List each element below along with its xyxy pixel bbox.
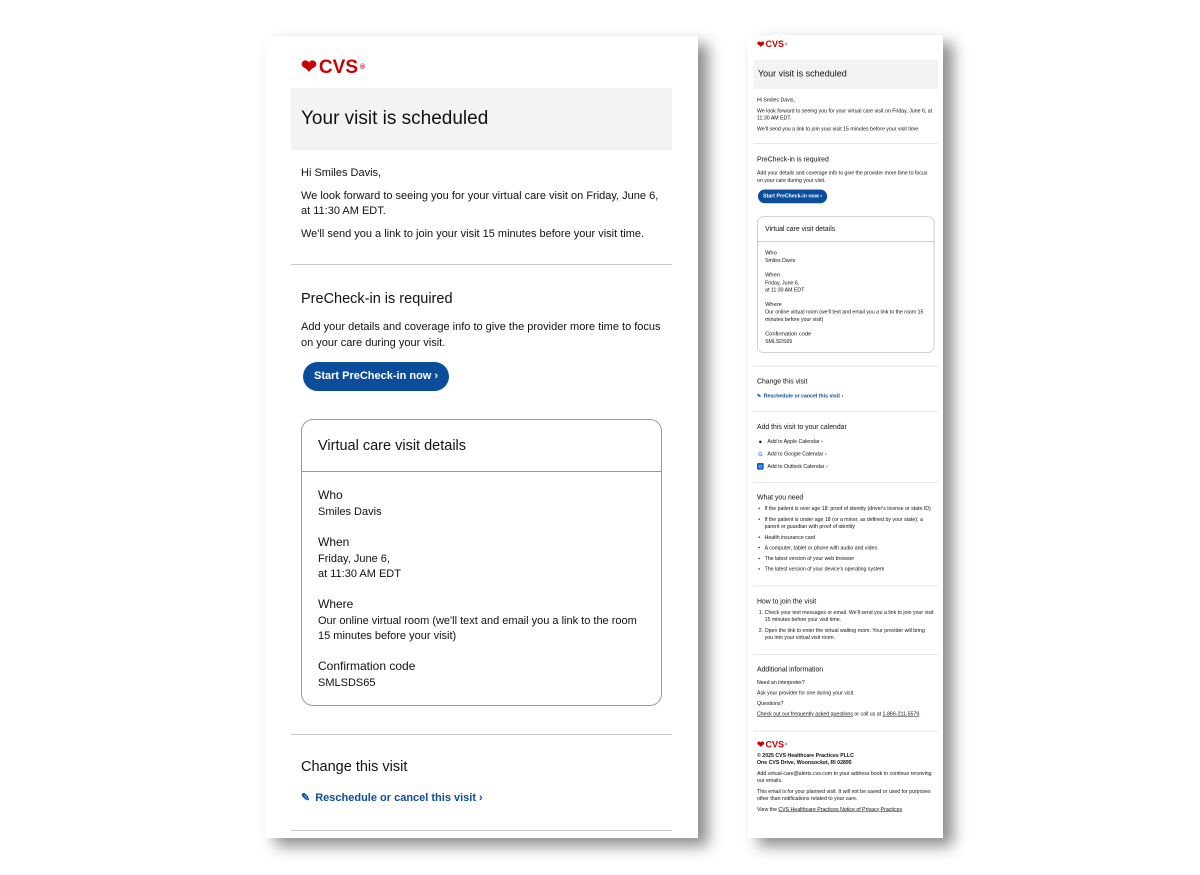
phone-link[interactable]: 1-866-211-5579 bbox=[882, 711, 920, 718]
apple-calendar-label: Add to Apple Calendar › bbox=[767, 438, 823, 445]
list-item: • The latest version of your device's operating system bbox=[765, 566, 935, 573]
outlook-calendar-label: Add to Outlook Calendar › bbox=[767, 463, 828, 470]
outlook-icon: O bbox=[758, 463, 762, 469]
heart-icon: ❤ bbox=[301, 57, 317, 78]
greeting: Hi Smiles Davis, bbox=[757, 97, 795, 103]
need-list bbox=[757, 505, 934, 573]
list-item: • The latest version of your web browser bbox=[765, 555, 935, 562]
code-value: SMLSDS65 bbox=[318, 676, 376, 689]
when-date: Friday, June 6, bbox=[765, 279, 800, 286]
apple-icon: ● bbox=[758, 438, 763, 446]
start-precheck-button[interactable]: Start PreCheck-in now › bbox=[303, 362, 449, 391]
questions-text bbox=[757, 711, 934, 718]
google-calendar-label: Add to Google Calendar › bbox=[767, 451, 827, 457]
reschedule-link[interactable] bbox=[757, 393, 934, 399]
when-time: at 11:30 AM EDT bbox=[318, 568, 401, 580]
pencil-icon: ✎ bbox=[757, 393, 762, 400]
card-heading: Virtual care visit details bbox=[757, 217, 933, 242]
logo-text: CVS bbox=[318, 56, 358, 78]
heart-icon: ❤ bbox=[757, 39, 765, 50]
visit-details-card bbox=[301, 419, 662, 706]
logo-text: CVS bbox=[765, 39, 785, 50]
card-heading: Virtual care visit details bbox=[302, 420, 661, 472]
interpreter-question: Need an interpreter? bbox=[757, 679, 805, 686]
link-note: We'll send you a link to join your visit 15 minutes before your visit time. bbox=[301, 227, 645, 240]
interpreter-answer: Ask your provider for one during your visit. bbox=[757, 690, 855, 696]
email-title: Your visit is scheduled bbox=[753, 60, 938, 89]
reschedule-label: Reschedule or cancel this visit › bbox=[315, 791, 483, 804]
list-item: 2. Open the link to enter the virtual waiting room. Your provider will bring you into your virtual visit room. bbox=[765, 627, 935, 642]
divider bbox=[291, 264, 672, 265]
email-preview-desktop bbox=[265, 36, 698, 838]
change-heading: Change this visit bbox=[757, 377, 808, 386]
code-value: SMLSDS65 bbox=[765, 338, 793, 345]
apple-calendar-link[interactable] bbox=[757, 438, 934, 445]
privacy-link[interactable]: CVS Healthcare Practices Notice of Privacy Practices bbox=[778, 806, 903, 813]
outlook-calendar-link[interactable] bbox=[757, 463, 934, 470]
change-heading: Change this visit bbox=[301, 759, 408, 775]
copyright: © 2025 CVS Healthcare Practices PLLC bbox=[757, 752, 854, 759]
join-heading: How to join the visit bbox=[757, 597, 817, 605]
who-value: Smiles Davis bbox=[765, 257, 796, 264]
where-label: Where bbox=[765, 300, 782, 308]
list-item: 1. Check your text messages or email. We'll send you a link to join your visit 15 minutes before your visit time. bbox=[765, 609, 935, 624]
faq-link[interactable]: Check out our frequently asked questions bbox=[757, 711, 853, 718]
calendar-heading: Add this visit to your calendar bbox=[757, 423, 847, 431]
questions-label: Questions? bbox=[757, 700, 784, 707]
precheck-body: Add your details and coverage info to give the provider more time to focus on your care during your visit. bbox=[757, 170, 928, 184]
need-heading: What you need bbox=[757, 493, 804, 502]
code-label: Confirmation code bbox=[765, 330, 812, 337]
google-calendar-link[interactable] bbox=[757, 451, 934, 458]
logo-text: CVS bbox=[765, 739, 785, 750]
additional-heading: Additional information bbox=[757, 665, 824, 674]
start-precheck-button[interactable]: Start PreCheck-in now › bbox=[758, 190, 827, 204]
heart-icon: ❤ bbox=[757, 739, 765, 750]
cvs-logo: ❤ CVS ® bbox=[301, 56, 366, 78]
when-label: When bbox=[318, 534, 350, 549]
when-time: at 11:30 AM EDT bbox=[765, 287, 805, 293]
precheck-heading: PreCheck-in is required bbox=[301, 291, 453, 307]
privacy-text bbox=[757, 806, 934, 813]
who-label: Who bbox=[318, 488, 343, 502]
cvs-logo: ❤ CVS ® bbox=[757, 39, 788, 50]
join-steps bbox=[757, 609, 934, 642]
visit-details-card bbox=[757, 217, 934, 353]
where-value: Our online virtual room (we'll text and email you a link to the room 15 minutes before your visit) bbox=[318, 614, 637, 642]
list-item: • Health insurance card bbox=[765, 534, 935, 541]
list-item: • If the patient is over age 18: proof of identity (driver's license or state ID) bbox=[765, 505, 935, 512]
precheck-body: Add your details and coverage info to give the provider more time to focus on your care during your visit. bbox=[301, 321, 661, 349]
email-title: Your visit is scheduled bbox=[291, 88, 672, 150]
divider bbox=[291, 734, 672, 735]
who-value: Smiles Davis bbox=[318, 506, 382, 518]
address-book-note: Add virtual-care@alerts.cvs.com to your address book to continue receiving our emails. bbox=[757, 770, 932, 784]
reschedule-link[interactable] bbox=[301, 791, 662, 804]
list-item: • If the patient is under age 18 (or a minor, as defined by your state): a parent or guardian with proof of identity bbox=[765, 516, 935, 531]
where-value: Our online virtual room (we'll text and email you a link to the room 15 minutes before your visit) bbox=[765, 309, 924, 323]
pencil-icon: ✎ bbox=[301, 792, 311, 804]
reschedule-label: Reschedule or cancel this visit › bbox=[763, 393, 844, 399]
footer-logo: ❤ CVS ® bbox=[757, 739, 788, 750]
view-text: View the bbox=[757, 806, 779, 813]
google-icon: G bbox=[758, 450, 763, 458]
who-label: Who bbox=[765, 249, 777, 256]
precheck-heading: PreCheck-in is required bbox=[757, 155, 829, 164]
intro-text: We look forward to seeing you for your virtual care visit on Friday, June 6, at 11:30 AM EDT. bbox=[757, 107, 933, 121]
link-note: We'll send you a link to join your visit 15 minutes before your visit time. bbox=[757, 125, 920, 132]
intro-text: We look forward to seeing you for your virtual care visit on Friday, June 6, at 11:30 AM EDT. bbox=[301, 189, 659, 217]
disclaimer: This email is for your planned visit. It will not be saved or used for purposes other than notifications related to your care. bbox=[757, 788, 931, 802]
call-text: or call us at bbox=[852, 711, 883, 718]
when-label: When bbox=[765, 271, 780, 278]
greeting: Hi Smiles Davis, bbox=[301, 167, 382, 179]
when-date: Friday, June 6, bbox=[318, 552, 390, 565]
list-item: • A computer, tablet or phone with audio and video bbox=[765, 545, 935, 552]
divider bbox=[291, 830, 672, 831]
email-preview-full bbox=[748, 35, 943, 838]
where-label: Where bbox=[318, 596, 354, 611]
address: One CVS Drive, Woonsocket, RI 02895 bbox=[757, 759, 852, 766]
code-label: Confirmation code bbox=[318, 658, 416, 673]
period: . bbox=[919, 711, 921, 718]
